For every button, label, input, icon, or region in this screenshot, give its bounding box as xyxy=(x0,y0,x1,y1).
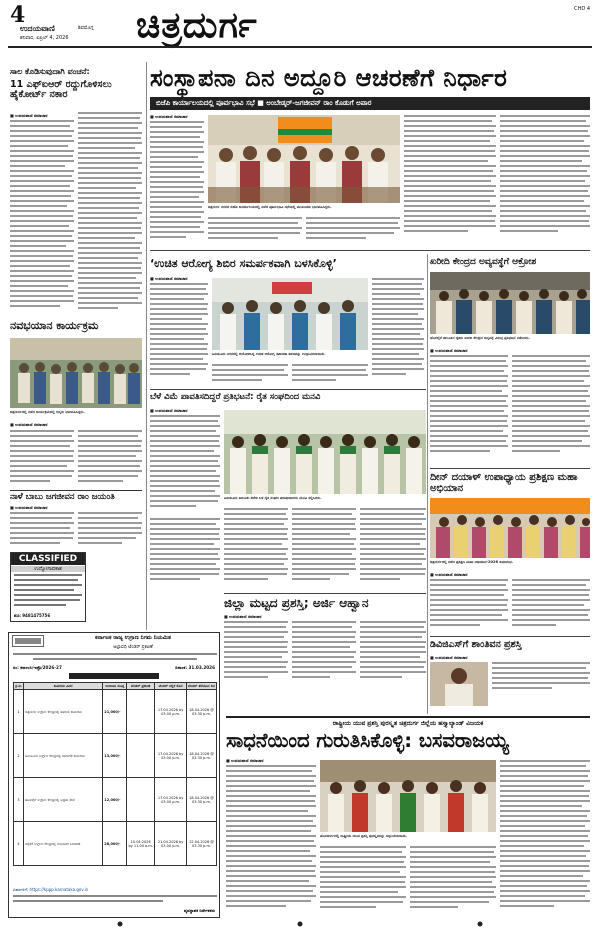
page-number: 4 xyxy=(10,2,26,28)
jayanti-byline: ■ ಉದಯವಾಣಿ ಸಮಾಚಾರ xyxy=(10,505,48,510)
deendayal-headline: ದೀನ್ ದಯಾಳ್ ಉಪಾಧ್ಯಾಯ ಪ್ರಶಿಕ್ಷಣ ಮಹಾ ಅಭಿಯಾನ xyxy=(430,472,578,494)
crop-body-col3 xyxy=(292,508,356,588)
award-body xyxy=(492,662,590,694)
navadhyana-body-2 xyxy=(78,430,142,488)
tender-cell-open: 22.04.2026 @ 03.30 p.m. xyxy=(187,822,217,866)
masthead-rule xyxy=(8,46,592,48)
foundation-body-col4 xyxy=(404,115,496,245)
tender-cell-no: 4 xyxy=(14,822,24,866)
tender-cell-amount: 21,000/- xyxy=(103,690,127,734)
achievement-body-col2 xyxy=(320,846,406,916)
tender-cell-desc: ಹಿರಿಯೂರು ಉಗ್ರಾಣ ಕೇಂದ್ರದಲ್ಲಿ ಸಾಗಾಣಿಕೆ ಕಾಮಗಾರಿ xyxy=(23,734,102,778)
applications-body xyxy=(224,621,426,693)
navadhyana-headline: ನವಭಯಾನ ಕಾರ್ಯಕ್ರಮ xyxy=(10,319,99,332)
paper-name: ಉದಯವಾಣಿ xyxy=(20,24,55,33)
tender-logo xyxy=(12,635,44,647)
tender-col-open: ಟೆಂಡರ್ ತೆರೆಯುವ ದಿನ xyxy=(188,684,215,688)
crop-headline: ಬೆಳೆ ವಿಮೆ ಪಾವತಿಸದಿದ್ದರೆ ಪ್ರತಿಭಟನೆ: ರೈತ ಸಂಘದಿಂದ ಮನವಿ xyxy=(150,392,321,402)
table-row xyxy=(14,734,217,778)
tender-col-desc: ಕಾಮಗಾರಿ ವಿವರ xyxy=(23,683,102,690)
tender-cell-no: 2 xyxy=(14,734,24,778)
tender-subtitle: ಅಲ್ಪಾವಧಿ ಟೆಂಡರ್ ಪ್ರಕಟಣೆ xyxy=(113,645,153,650)
rule-above-award xyxy=(430,636,590,637)
tender-cell-desc: ಚಳ್ಳಕೆರೆ ಉಗ್ರಾಣ ಕೇಂದ್ರದಲ್ಲಿ ಕೀಟನಾಶಕ ಸಿಂಪಡಣೆ xyxy=(23,822,102,866)
health-body-col1 xyxy=(150,283,208,383)
tender-col-publish: ಟೆಂಡರ್ ಪ್ರಕಟಣೆ xyxy=(127,683,155,690)
rain-body xyxy=(430,355,590,463)
health-photo xyxy=(212,278,368,350)
award-photo xyxy=(430,662,488,706)
applications-byline: ■ ಉದಯವಾಣಿ ಸಮಾಚಾರ xyxy=(224,614,262,619)
tender-cell-amount: 28,000/- xyxy=(103,822,127,866)
foundation-body-col3 xyxy=(306,217,400,245)
rain-headline: ಖರೀದಿ ಕೇಂದ್ರದ ಅವ್ಯವಸ್ಥೆಗೆ ಆಕ್ರೋಶ xyxy=(430,257,537,267)
health-body-col4 xyxy=(372,278,424,383)
tender-col-no: ಕ್ರ.ಸಂ xyxy=(15,684,22,688)
crop-body-col1b xyxy=(150,518,220,588)
rule-above-crop xyxy=(150,389,426,390)
tender-col-last: ಟೆಂಡರ್ ಸಲ್ಲಿಕೆ ಕೊನೆ xyxy=(155,683,187,690)
tender-col-amount: ಅಂದಾಜು ಮೊತ್ತ xyxy=(103,683,127,690)
deendayal-caption: ಚಿತ್ರದುರ್ಗದಲ್ಲಿ ನಡೆದ ಪ್ರಶಿಕ್ಷಣ ಮಹಾ ಅಭಿಯಾನ-2026 ಸಮಾರಂಭ. xyxy=(430,560,514,564)
loan-story-headline: 11 ಎಫ್‌ಐಆರ್ ರದ್ದುಗೊಳಿಸಲು ಹೈಕೋರ್ಟ್ ನಕಾರ xyxy=(10,79,112,101)
navadhyana-caption: ಚಿತ್ರದುರ್ಗದಲ್ಲಿ ನಡೆದ ಕಾರ್ಯಕ್ರಮದಲ್ಲಿ ಗಣ್ಯರು ಭಾಗವಹಿಸಿದ್ದರು. xyxy=(10,410,85,414)
jayanti-headline: ನಾಳೆ ಬಾಬು ಜಗಜೀವನ ರಾಂ ಜಯಂತಿ xyxy=(10,490,142,502)
tender-band xyxy=(69,673,159,679)
tender-cell-desc: ಹೊಳಲ್ಕೆರೆ ಉಗ್ರಾಣ ಕೇಂದ್ರದಲ್ಲಿ ಭದ್ರತಾ ಸೇವೆ xyxy=(23,778,102,822)
health-headline: ‘ಉಚಿತ ಆರೋಗ್ಯ ಶಿಬಿರ ಸಮರ್ಪಕವಾಗಿ ಬಳಸಿಕೊಳ್ಳಿ’ xyxy=(150,257,337,270)
tender-cell-publish xyxy=(127,778,155,822)
achievement-headline: ಸಾಧನೆಯಿಂದ ಗುರುತಿಸಿಕೊಳ್ಳಿ: ಬಸವರಾಜಯ್ಯ xyxy=(226,729,509,752)
tender-notice xyxy=(8,632,220,918)
classified-box xyxy=(10,552,86,622)
tender-cell-no: 1 xyxy=(14,690,24,734)
foundation-photo xyxy=(208,115,400,203)
column-rule-right xyxy=(427,254,428,714)
section-title: ಚಿತ್ರದುರ್ಗ xyxy=(136,5,258,46)
classified-subtitle: ಉದ್ಯೋಗಾವಕಾಶ xyxy=(11,566,85,572)
tender-cell-amount: 13,000/- xyxy=(103,734,127,778)
rule-above-achievement xyxy=(226,716,590,718)
loan-story-body-col1 xyxy=(10,120,74,314)
classified-contact: ಮೊ: 9481475756 xyxy=(14,613,51,618)
tender-footer: ವಿವರಗಳಿಗೆ: https://kppp.karnataka.gov.in xyxy=(13,887,89,892)
tender-header-row xyxy=(14,683,217,690)
loan-story-byline: ■ ಉದಯವಾಣಿ ಸಮಾಚಾರ xyxy=(10,113,48,118)
achievement-photo xyxy=(320,760,496,832)
rule-below-foundation xyxy=(150,250,590,251)
masthead xyxy=(8,4,592,58)
foundation-caption: ಚಿತ್ರದುರ್ಗ ನಗರದ ಬಿಜೆಪಿ ಕಾರ್ಯಾಲಯದಲ್ಲಿ ನಡೆದ ಪೂರ್ವಭಾವಿ ಸಭೆಯಲ್ಲಿ ಮುಖಂಡರು ಭಾಗವಹಿಸಿದ್ದರು. xyxy=(208,205,332,209)
foundation-body-col2 xyxy=(208,217,302,245)
tender-cell-open: 18.04.2026 @ 03.30 p.m. xyxy=(187,734,217,778)
tender-cell-desc: ಚಿತ್ರದುರ್ಗ ಉಗ್ರಾಣ ಕೇಂದ್ರದಲ್ಲಿ ಹಮಾಲಿ ಕಾಮಗಾರಿ xyxy=(23,690,102,734)
health-caption: ಹಿರಿಯೂರು ನಗರದಲ್ಲಿ ಆಯೋಜಿಸಿದ್ದ ಉಚಿತ ಆರೋಗ್ಯ ತಪಾಸಣಾ ಶಿಬಿರವನ್ನು ಉದ್ಘಾಟಿಸಲಾಯಿತು. xyxy=(212,352,326,356)
crop-body-col1 xyxy=(150,415,220,515)
tender-org: ಕರ್ನಾಟಕ ರಾಜ್ಯ ಉಗ್ರಾಣ ನಿಗಮ ನಿಯಮಿತ xyxy=(95,635,171,641)
foundation-byline: ■ ಉದಯವಾಣಿ ಸಮಾಚಾರ xyxy=(150,114,188,119)
health-byline: ■ ಉದಯವಾಣಿ ಸಮಾಚಾರ xyxy=(150,276,188,281)
column-rule-left xyxy=(146,62,147,630)
achievement-body-col1 xyxy=(226,765,316,915)
table-row xyxy=(14,778,217,822)
tender-cell-last: 17.04.2026 by 03.00 p.m. xyxy=(155,734,187,778)
crop-caption: ಹಿರಿಯೂರು ತಾಲೂಕು ಕಚೇರಿ ಬಳಿ ರೈತ ಸಂಘದ ಪದಾಧಿಕಾರಿಗಳು ಮನವಿ ಸಲ್ಲಿಸಿದರು. xyxy=(224,496,322,500)
foundation-body-col5 xyxy=(500,115,590,245)
tender-cell-last: 17.04.2026 by 03.00 p.m. xyxy=(155,778,187,822)
classified-title: CLASSIFIED xyxy=(11,553,85,565)
foundation-subhead: ಬಿಜೆಪಿ ಕಾರ್ಯಾಲಯದಲ್ಲಿ ಪೂರ್ವಭಾವಿ ಸಭೆ ■ ಅಂಬೇಡ್ಕರ್-ಜಗಜೀವನ್ ರಾಂ ಕೊಡುಗೆ ಅಪಾರ xyxy=(150,97,590,110)
foundation-headline: ಸಂಸ್ಥಾಪನಾ ದಿನ ಅದ್ದೂರಿ ಆಚರಣೆಗೆ ನಿರ್ಧಾರ xyxy=(150,64,508,92)
jayanti-body xyxy=(10,512,142,550)
navadhyana-photo xyxy=(10,338,142,408)
rule-above-deendayal xyxy=(430,468,590,469)
deendayal-photo xyxy=(430,498,590,558)
award-headline: ಡಿವಿಜಿಎಸ್‌ಗೆ ಶಾಂತಿವನ ಪ್ರಶಸ್ತಿ xyxy=(430,639,522,650)
table-row xyxy=(14,690,217,734)
award-byline: ■ ಉದಯವಾಣಿ ಸಮಾಚಾರ xyxy=(430,655,468,660)
achievement-body-col3 xyxy=(410,846,496,916)
crop-byline: ■ ಉದಯವಾಣಿ ಸಮಾಚಾರ xyxy=(150,408,188,413)
classified-body xyxy=(14,574,82,610)
table-row xyxy=(14,822,217,866)
rule-above-applications xyxy=(224,593,426,594)
rain-photo xyxy=(430,272,590,334)
foundation-body-col1 xyxy=(150,121,204,245)
health-body-col2 xyxy=(212,364,288,383)
deendayal-byline: ■ ಉದಯವಾಣಿ ಸಮಾಚಾರ xyxy=(430,572,468,577)
tender-cell-last: 21.04.2026 by 03.00 p.m. xyxy=(155,822,187,866)
crop-body-col2 xyxy=(224,508,288,588)
crop-photo xyxy=(224,410,426,494)
loan-story-kicker: ಸಾಲ ಕೊಡಿಸುವುದಾಗಿ ವಂಚನೆ: xyxy=(10,67,90,76)
navadhyana-body xyxy=(10,430,74,488)
achievement-kicker: ರಾಷ್ಟ್ರೀಯ ಯುವ ಪ್ರಶಸ್ತಿ ಪುರಸ್ಕೃತ ಚಿತ್ರದುರ್ಗ ಜಿಲ್ಲೆಯ ಹಸ್ತ್ಯಾಲ್ಯಾಂಡ್ ವಿಜಯಕ xyxy=(332,720,484,727)
tender-cell-publish: 10.04.2026 by 11.00 a.m. xyxy=(127,822,155,866)
edition-label: ಶಿವಮೊಗ್ಗ xyxy=(78,25,94,31)
navadhyana-byline: ■ ಉದಯವಾಣಿ ಸಮಾಚಾರ xyxy=(10,422,48,427)
crop-body-col4 xyxy=(360,508,426,588)
registration-marks xyxy=(0,920,600,928)
tender-ref: ಸಂ: ಕರಾಉನಿ/ಇಪ್ರೊ/2026-27 xyxy=(13,665,62,670)
applications-headline: ಜಿಲ್ಲಾ ಮಟ್ಟದ ಪ್ರಶಸ್ತಿ; ಅರ್ಜಿ ಆಹ್ವಾನ xyxy=(224,596,369,610)
achievement-body-col4 xyxy=(500,760,590,916)
tender-footer-body xyxy=(13,895,217,905)
tender-cell-open: 18.04.2026 @ 03.30 p.m. xyxy=(187,690,217,734)
tender-cell-publish xyxy=(127,734,155,778)
tender-cell-last: 17.04.2026 by 03.00 p.m. xyxy=(155,690,187,734)
deendayal-body xyxy=(430,579,590,633)
tender-address xyxy=(13,653,217,663)
page-code: CHD 4 xyxy=(574,6,590,12)
health-body-col3 xyxy=(292,364,368,383)
achievement-byline: ■ ಉದಯವಾಣಿ ಸಮಾಚಾರ xyxy=(226,758,264,763)
tender-cell-open: 18.04.2026 @ 03.30 p.m. xyxy=(187,778,217,822)
tender-cell-publish xyxy=(127,690,155,734)
issue-date: ಶನಿವಾರ, ಏಪ್ರಿಲ್ 4, 2026 xyxy=(20,35,69,41)
achievement-caption: ಹೊಸದುರ್ಗದಲ್ಲಿ ರಾಷ್ಟ್ರೀಯ ಯುವ ಪ್ರಶಸ್ತಿ ಪುರಸ್ಕೃತರನ್ನು ಸನ್ಮಾನಿಸಲಾಯಿತು. xyxy=(320,834,408,838)
tender-signoff: ವ್ಯವಸ್ಥಾಪಕ ನಿರ್ದೇಶಕರು xyxy=(184,908,215,913)
tender-table xyxy=(13,682,217,866)
rain-byline: ■ ಉದಯವಾಣಿ ಸಮಾಚಾರ xyxy=(430,348,468,353)
tender-date: ದಿನಾಂಕ: 31.03.2026 xyxy=(175,665,215,670)
rain-caption: ಹೊಳಲ್ಕೆರೆ ತಾಲೂಕಿನ ರೈತರು ಖರೀದಿ ಕೇಂದ್ರದ ಅವ್ಯವಸ್ಥೆ ವಿರುದ್ಧ ಪ್ರತಿಭಟನೆ ನಡೆಸಿದರು. xyxy=(430,336,530,340)
tender-cell-no: 3 xyxy=(14,778,24,822)
loan-story-body-col2 xyxy=(78,112,142,314)
tender-cell-amount: 12,000/- xyxy=(103,778,127,822)
